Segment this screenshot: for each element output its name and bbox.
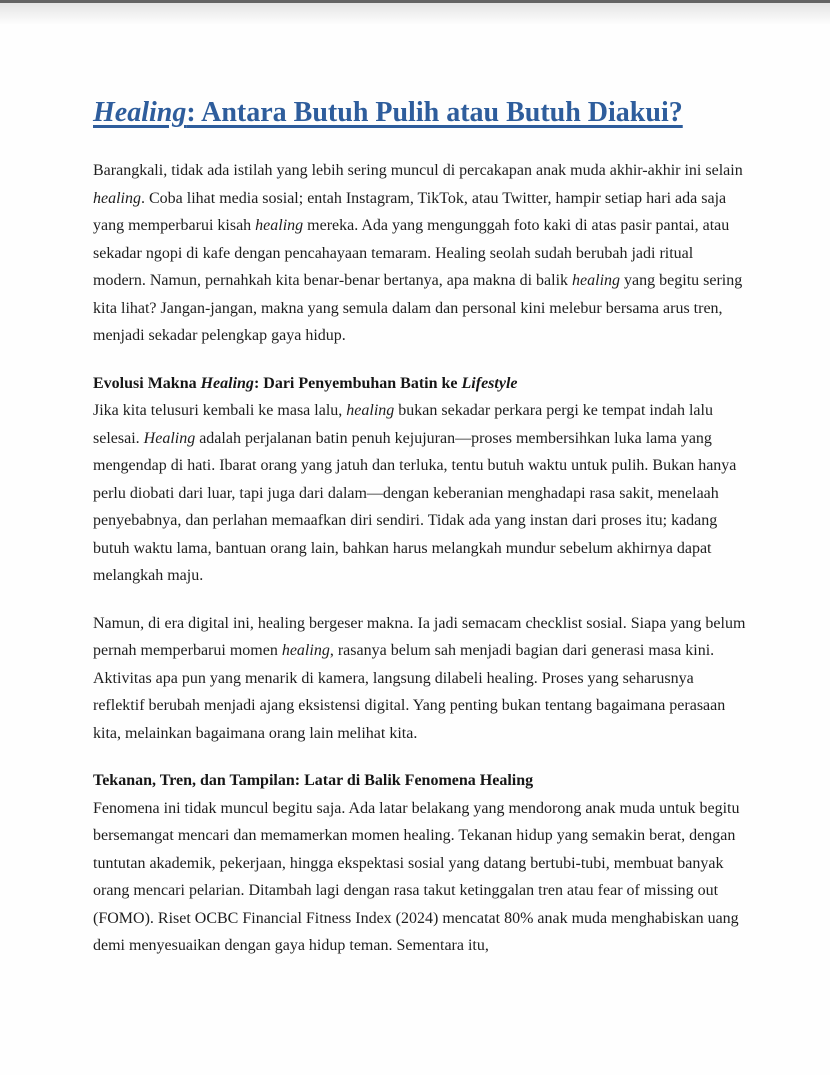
intro-paragraph: [93, 157, 748, 350]
text-run: Healing: [200, 374, 254, 392]
section-heading-evolusi-makna: [93, 370, 748, 398]
text-run: bukan sekadar perkara pergi ke tempat indah lalu selesai.: [93, 402, 713, 447]
document-title: [93, 96, 748, 130]
section-heading-tekanan-tren: [93, 767, 748, 795]
paragraph-latar-belakang: [93, 795, 748, 960]
text-run: . Coba lihat media sosial; entah Instagram, TikTok, atau Twitter, hampir setiap hari ada saja yang memperbarui kisah: [93, 189, 727, 234]
text-run: healing: [281, 642, 330, 659]
text-run: : Antara Butuh Pulih atau Butuh Diakui?: [186, 97, 683, 128]
text-run: yang begitu sering kita lihat? Jangan-jangan, makna yang semula dalam dan personal kini melebur bersama arus tren, menjadi sekadar pelengkap gaya hidup.: [93, 272, 743, 344]
text-run: mereka. Ada yang mengunggah foto kaki di atas pasir pantai, atau sekadar ngopi di kafe dengan pencahayaan temaram. Healing seolah sudah berubah jadi ritual modern. Namun, pernahkah kita benar-benar bertanya, apa makna di balik: [93, 217, 730, 289]
text-run: Evolusi Makna: [93, 374, 201, 392]
document-body: [93, 157, 748, 960]
text-run: Barangkali, tidak ada istilah yang lebih sering muncul di percakapan anak muda akhir-akhir ini selain: [93, 162, 743, 179]
text-run: healing: [255, 217, 304, 234]
paragraph-makna-asli: [93, 397, 748, 590]
text-run: : Dari Penyembuhan Batin ke: [253, 374, 462, 392]
text-run: adalah perjalanan batin penuh kejujuran—proses membersihkan luka lama yang mengendap di hati. Ibarat orang yang jatuh dan terluka, tentu butuh waktu untuk pulih. Bukan hanya perlu diobati dari luar, tapi juga dari dalam—dengan keberanian menghadapi rasa sakit, menelaah penyebabnya, dan perlahan memaafkan diri sendiri. Tidak ada yang instan dari proses itu; kadang butuh waktu lama, bantuan orang lain, bahkan harus melangkah mundur sebelum akhirnya dapat melangkah maju.: [93, 429, 737, 584]
text-run: Lifestyle: [461, 374, 518, 392]
text-run: Namun, di era digital ini, healing bergeser makna. Ia jadi semacam checklist sosial. Siapa yang belum pernah memperbarui momen: [93, 614, 746, 659]
text-run: healing: [346, 402, 395, 419]
text-run: healing: [93, 189, 141, 207]
text-run: Tekanan, Tren, dan Tampilan: Latar di Balik Fenomena Healing: [93, 772, 534, 789]
text-run: Healing: [93, 97, 187, 128]
paragraph-era-digital: [93, 610, 748, 748]
text-run: healing: [572, 272, 621, 289]
text-run: Jika kita telusuri kembali ke masa lalu,: [93, 402, 347, 419]
text-run: Healing: [143, 429, 196, 447]
text-run: , rasanya belum sah menjadi bagian dari generasi masa kini. Aktivitas apa pun yang menarik di kamera, langsung dilabeli healing. Proses yang seharusnya reflektif berubah menjadi ajang eksistensi digital. Yang penting bukan tentang bagaimana perasaan kita, melainkan bagaimana orang lain melihat kita.: [93, 642, 726, 742]
text-run: Fenomena ini tidak muncul begitu saja. Ada latar belakang yang mendorong anak muda untuk begitu bersemangat mencari dan memamerkan momen healing. Tekanan hidup yang semakin berat, dengan tuntutan akademik, pekerjaan, hingga ekspektasi sosial yang datang bertubi-tubi, membuat banyak orang mencari pelarian. Ditambah lagi dengan rasa takut ketinggalan tren atau fear of missing out (FOMO). Riset OCBC Financial Fitness Index (2024) mencatat 80% anak muda menghabiskan uang demi menyesuaikan dengan gaya hidup teman. Sementara itu,: [93, 799, 740, 954]
